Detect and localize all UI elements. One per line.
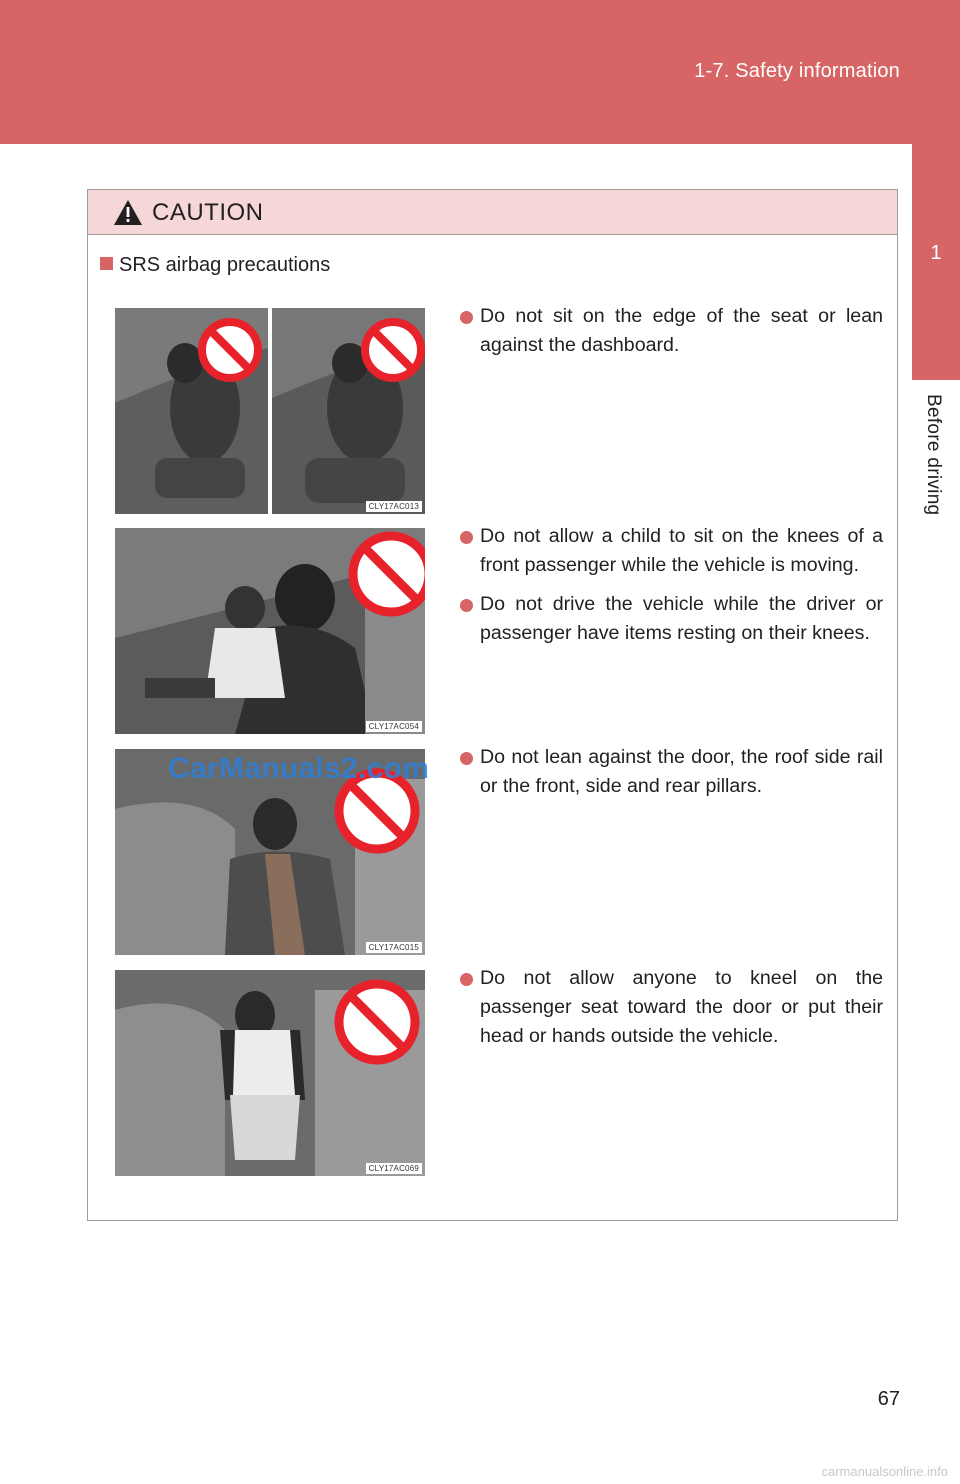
bullet-item	[460, 590, 883, 648]
bullet-text: Do not sit on the edge of the seat or lean against the dashboard.	[480, 305, 883, 356]
illustration-code: CLY17AC054	[366, 721, 422, 732]
warning-triangle-icon	[113, 199, 143, 226]
illustration-code: CLY17AC069	[366, 1163, 422, 1174]
page-number: 67	[877, 1388, 900, 1410]
bullet-text: Do not allow a child to sit on the knees of a front passenger while the vehicle is moving.	[480, 525, 883, 576]
illustration-code: CLY17AC015	[366, 942, 422, 953]
bullet-group-4	[460, 964, 883, 1061]
page-header	[0, 0, 960, 144]
bullet-text: Do not drive the vehicle while the driver or passenger have items resting on their knees.	[480, 593, 883, 644]
section-header-title: 1-7. Safety information	[694, 60, 900, 82]
caution-header	[88, 190, 897, 235]
bullet-group-2	[460, 522, 883, 658]
bullet-dot-icon	[460, 311, 473, 324]
bullet-dot-icon	[460, 752, 473, 765]
illustration-drawing	[115, 308, 425, 514]
bullet-item	[460, 964, 883, 1051]
chapter-tab	[912, 144, 960, 380]
illustration-child-on-knees	[115, 528, 425, 734]
square-bullet-icon	[100, 257, 113, 270]
bullet-item	[460, 743, 883, 801]
bullet-dot-icon	[460, 531, 473, 544]
caution-label: CAUTION	[152, 199, 264, 226]
bullet-item	[460, 522, 883, 580]
bullet-dot-icon	[460, 973, 473, 986]
bullet-dot-icon	[460, 599, 473, 612]
illustration-drawing	[115, 970, 425, 1176]
illustration-leaning-dashboard	[115, 308, 425, 514]
illustration-drawing	[115, 528, 425, 734]
chapter-label-text: Before driving	[923, 394, 944, 516]
footer-watermark: carmanualsonline.info	[821, 1464, 948, 1479]
section-title	[100, 254, 330, 277]
section-title-text: SRS airbag precautions	[119, 254, 331, 276]
chapter-number: 1	[930, 242, 942, 264]
chapter-label	[922, 394, 948, 534]
bullet-group-1	[460, 302, 883, 370]
illustration-code: CLY17AC013	[366, 501, 422, 512]
watermark-logo: CarManuals2.com	[168, 752, 430, 785]
bullet-text: Do not allow anyone to kneel on the passenger seat toward the door or put their head or hands outside the vehicle.	[480, 967, 883, 1047]
bullet-group-3	[460, 743, 883, 811]
illustration-kneeling-seat	[115, 970, 425, 1176]
bullet-item	[460, 302, 883, 360]
bullet-text: Do not lean against the door, the roof side rail or the front, side and rear pillars.	[480, 746, 883, 797]
